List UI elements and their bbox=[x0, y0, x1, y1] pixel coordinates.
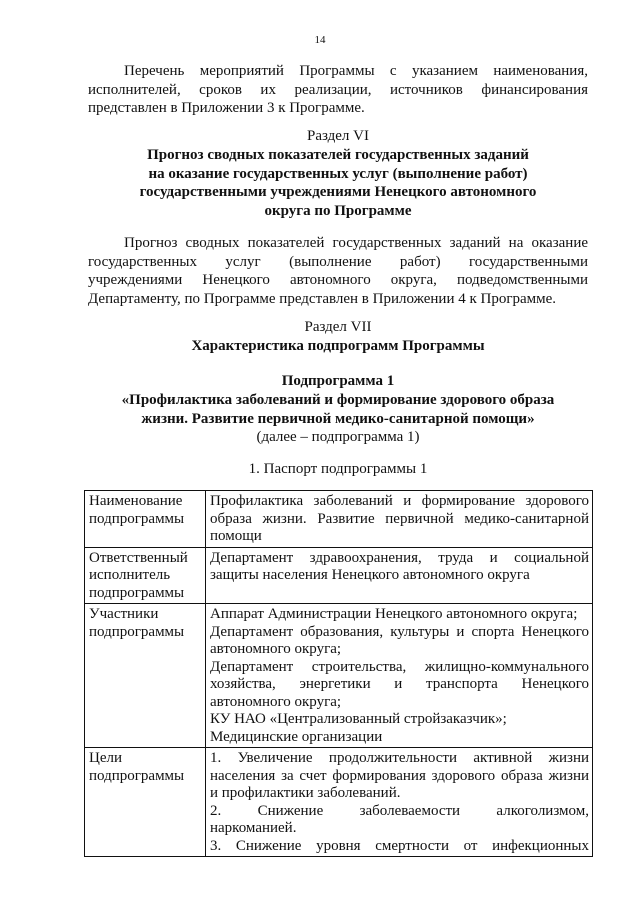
value-line: 2. Снижение заболеваемости алкоголизмом, bbox=[210, 802, 589, 819]
intro-paragraph bbox=[88, 62, 588, 118]
text-line: представлен в Приложении 3 к Программе. bbox=[88, 100, 365, 116]
passport-table bbox=[84, 490, 593, 857]
label-line: подпрограммы bbox=[89, 623, 185, 640]
section-6-title bbox=[88, 146, 588, 220]
label-line: исполнитель bbox=[89, 567, 171, 583]
section-6-heading: Раздел VI bbox=[306, 128, 369, 144]
table-row bbox=[85, 604, 593, 748]
row-value-cell bbox=[206, 491, 593, 548]
subprogram-note: (далее – подпрограмма 1) bbox=[256, 429, 420, 445]
section-6-paragraph bbox=[88, 234, 588, 308]
text-line: Перечень мероприятий Программы с указанием наименования, bbox=[124, 63, 588, 79]
table-row bbox=[85, 491, 593, 548]
table-row bbox=[85, 748, 593, 857]
text-line: государственных услуг (выполнение работ) государственными bbox=[88, 253, 588, 270]
row-value-cell bbox=[206, 547, 593, 604]
value-line: образа жизни. Развитие первичной медико-санитарной bbox=[210, 510, 589, 527]
value-line: Медицинские организации bbox=[210, 728, 383, 745]
value-line: Департамент строительства, жилищно-коммунального bbox=[210, 658, 589, 675]
value-line: Аппарат Администрации Ненецкого автономного округа; bbox=[210, 606, 578, 622]
value-line: 3. Снижение уровня смертности от инфекционных bbox=[210, 837, 589, 854]
page-number: 14 bbox=[314, 34, 326, 46]
title-line: Прогноз сводных показателей государственных заданий bbox=[147, 147, 529, 163]
row-value-cell bbox=[206, 604, 593, 748]
title-line: округа по Программе bbox=[264, 202, 412, 219]
label-line: подпрограммы bbox=[89, 510, 185, 527]
section-7-heading: Раздел VII bbox=[304, 319, 372, 335]
label-line: подпрограммы bbox=[89, 767, 185, 784]
value-line: защиты населения Ненецкого автономного округа bbox=[210, 567, 530, 583]
value-line: Департамент здравоохранения, труда и социальной bbox=[210, 549, 589, 566]
row-label-cell bbox=[85, 491, 206, 548]
label-line: Наименование bbox=[89, 493, 183, 509]
label-line: Ответственный bbox=[89, 549, 188, 566]
value-line: Департамент образования, культуры и спорта Ненецкого bbox=[210, 623, 589, 640]
value-line: автономного округа; bbox=[210, 641, 342, 657]
title-line: «Профилактика заболеваний и формирование здорового образа bbox=[121, 392, 555, 408]
value-line: КУ НАО «Централизованный стройзаказчик»; bbox=[210, 711, 507, 727]
row-value-cell bbox=[206, 748, 593, 857]
text-line: учреждениями Ненецкого автономного округа, подведомственными bbox=[88, 272, 588, 288]
value-line: помощи bbox=[210, 528, 262, 544]
value-line: и профилактики заболеваний. bbox=[210, 785, 401, 801]
row-label-cell bbox=[85, 604, 206, 748]
text-line: исполнителей, сроков их реализации, источников финансирования bbox=[88, 81, 588, 98]
text-line: Прогноз сводных показателей государственных заданий на оказание bbox=[124, 235, 588, 251]
table-row bbox=[85, 547, 593, 604]
value-line: населения за счет формирования здорового образа жизни bbox=[210, 767, 589, 784]
title-line: жизни. Развитие первичной медико-санитарной помощи» bbox=[141, 410, 535, 427]
label-line: Цели bbox=[89, 750, 123, 766]
row-label-cell bbox=[85, 748, 206, 857]
section-7-title: Характеристика подпрограмм Программы bbox=[191, 338, 485, 354]
label-line: Участники bbox=[89, 606, 159, 622]
title-line: государственными учреждениями Ненецкого автономного bbox=[139, 184, 537, 200]
subprogram-heading: Подпрограмма 1 bbox=[281, 373, 395, 389]
title-line: на оказание государственных услуг (выполнение работ) bbox=[148, 165, 528, 182]
label-line: подпрограммы bbox=[89, 584, 185, 601]
value-line: автономного округа; bbox=[210, 693, 342, 710]
text-line: Департаменту, по Программе представлен в Приложении 4 к Программе. bbox=[88, 290, 557, 307]
value-line: наркоманией. bbox=[210, 820, 297, 836]
subprogram-title bbox=[88, 391, 588, 428]
value-line: 1. Увеличение продолжительности активной жизни bbox=[210, 750, 589, 766]
passport-title: 1. Паспорт подпрограммы 1 bbox=[248, 461, 428, 477]
value-line: хозяйства, энергетики и транспорта Ненецкого bbox=[210, 676, 589, 692]
row-label-cell bbox=[85, 547, 206, 604]
value-line: Профилактика заболеваний и формирование здорового bbox=[210, 493, 589, 509]
